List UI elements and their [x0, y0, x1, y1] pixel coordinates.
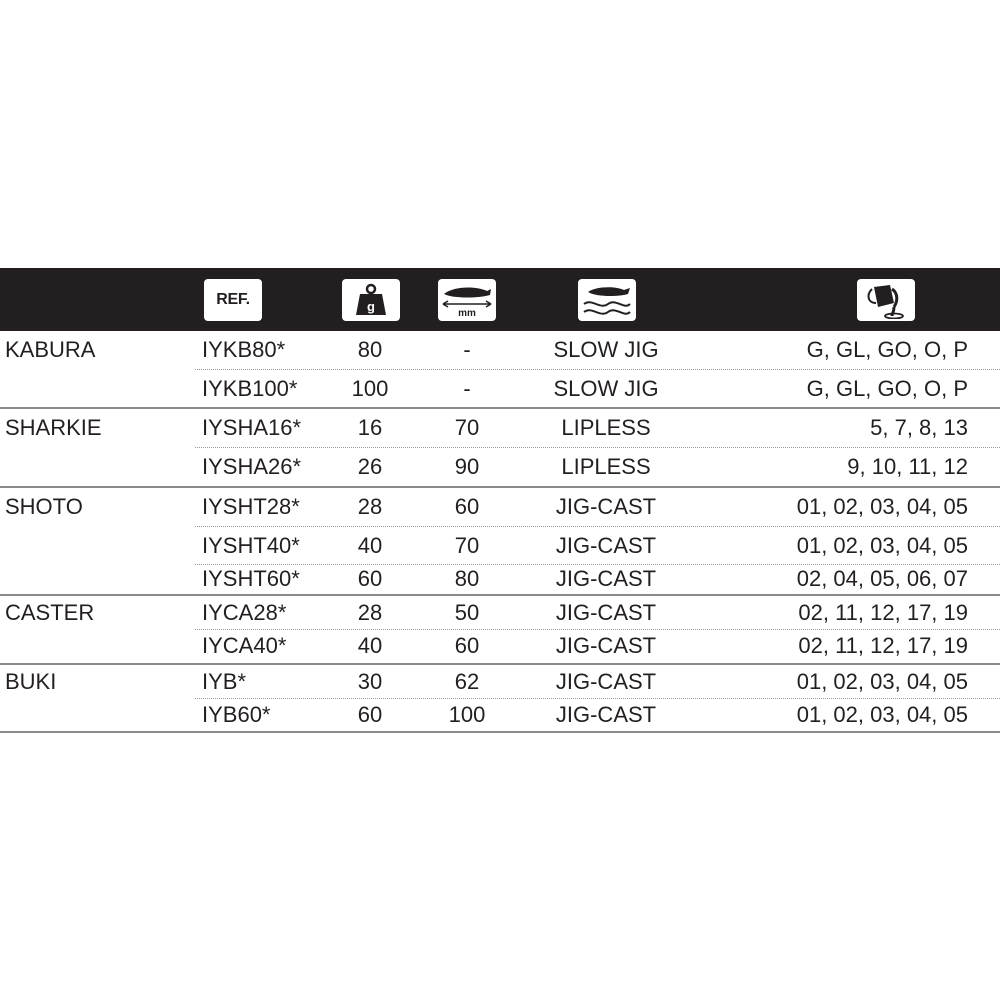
product-weight: 30 — [357, 668, 383, 694]
product-ref: IYSHT40* — [202, 532, 300, 558]
product-length: - — [463, 337, 471, 362]
product-name: SHARKIE — [5, 415, 102, 440]
product-type: LIPLESS — [561, 454, 651, 479]
product-weight: 40 — [357, 532, 383, 558]
table-row — [0, 699, 1000, 731]
table-row — [0, 331, 1000, 369]
table-row — [0, 370, 1000, 407]
product-colors: G, GL, GO, O, P — [806, 375, 968, 401]
product-type: SLOW JIG — [553, 337, 659, 362]
product-length: 70 — [454, 532, 480, 558]
product-weight: 26 — [357, 454, 383, 479]
product-weight: 28 — [357, 599, 383, 625]
product-ref: IYB* — [202, 668, 247, 694]
table-header — [0, 268, 1000, 331]
ref-header-label: REF. — [216, 291, 250, 308]
product-colors: 01, 02, 03, 04, 05 — [796, 702, 968, 727]
product-weight: 80 — [357, 337, 383, 362]
table-row — [0, 596, 1000, 629]
product-type: JIG-CAST — [555, 494, 657, 519]
product-type: JIG-CAST — [555, 702, 657, 727]
product-name: BUKI — [5, 668, 57, 694]
product-type: JIG-CAST — [555, 633, 657, 658]
table-row — [0, 409, 1000, 447]
length-mm-icon — [438, 279, 496, 321]
table-row — [0, 488, 1000, 526]
product-ref: IYKB80* — [202, 337, 286, 362]
product-length: - — [463, 375, 471, 401]
product-colors: 02, 04, 05, 06, 07 — [796, 566, 968, 591]
product-colors: 01, 02, 03, 04, 05 — [796, 494, 968, 519]
product-type: JIG-CAST — [555, 668, 657, 694]
product-ref: IYKB100* — [202, 375, 298, 401]
product-colors: G, GL, GO, O, P — [806, 337, 968, 362]
product-type: SLOW JIG — [553, 375, 659, 401]
product-type: LIPLESS — [561, 415, 651, 440]
product-colors: 01, 02, 03, 04, 05 — [796, 532, 968, 558]
product-length: 60 — [454, 494, 480, 519]
product-length: 100 — [448, 702, 486, 727]
product-length: 80 — [454, 566, 480, 591]
table-row — [0, 630, 1000, 662]
svg-text:mm: mm — [458, 308, 476, 318]
product-ref: IYSHA26* — [202, 454, 302, 479]
product-ref: IYSHA16* — [202, 415, 302, 440]
product-length: 50 — [454, 599, 480, 625]
product-weight: 16 — [357, 415, 383, 440]
product-weight: 100 — [351, 375, 389, 401]
product-length: 62 — [454, 668, 480, 694]
product-length: 90 — [454, 454, 480, 479]
group-divider — [0, 731, 1000, 733]
product-weight: 28 — [357, 494, 383, 519]
lure-swim-icon — [578, 279, 636, 321]
product-colors: 5, 7, 8, 13 — [870, 415, 968, 440]
table-row — [0, 527, 1000, 564]
product-weight: 60 — [357, 566, 383, 591]
product-colors: 9, 10, 11, 12 — [847, 454, 968, 479]
product-colors: 02, 11, 12, 17, 19 — [798, 633, 968, 658]
product-length: 60 — [454, 633, 480, 658]
product-colors: 01, 02, 03, 04, 05 — [796, 668, 968, 694]
product-colors: 02, 11, 12, 17, 19 — [798, 599, 968, 625]
product-type: JIG-CAST — [555, 532, 657, 558]
product-name: SHOTO — [5, 494, 83, 519]
product-name: KABURA — [5, 337, 96, 362]
product-ref: IYSHT60* — [202, 566, 300, 591]
svg-text:g: g — [367, 299, 375, 314]
product-ref: IYCA28* — [202, 599, 287, 625]
product-ref: IYCA40* — [202, 633, 287, 658]
weight-g-icon — [342, 279, 400, 321]
paint-bucket-icon — [857, 279, 915, 321]
table-row — [0, 665, 1000, 698]
table-row — [0, 565, 1000, 593]
product-name: CASTER — [5, 599, 95, 625]
ref-header — [204, 279, 262, 321]
product-ref: IYSHT28* — [202, 494, 300, 519]
product-type: JIG-CAST — [555, 566, 657, 591]
product-length: 70 — [454, 415, 480, 440]
product-weight: 60 — [357, 702, 383, 727]
product-type: JIG-CAST — [555, 599, 657, 625]
product-weight: 40 — [357, 633, 383, 658]
product-ref: IYB60* — [202, 702, 271, 727]
table-row — [0, 448, 1000, 486]
